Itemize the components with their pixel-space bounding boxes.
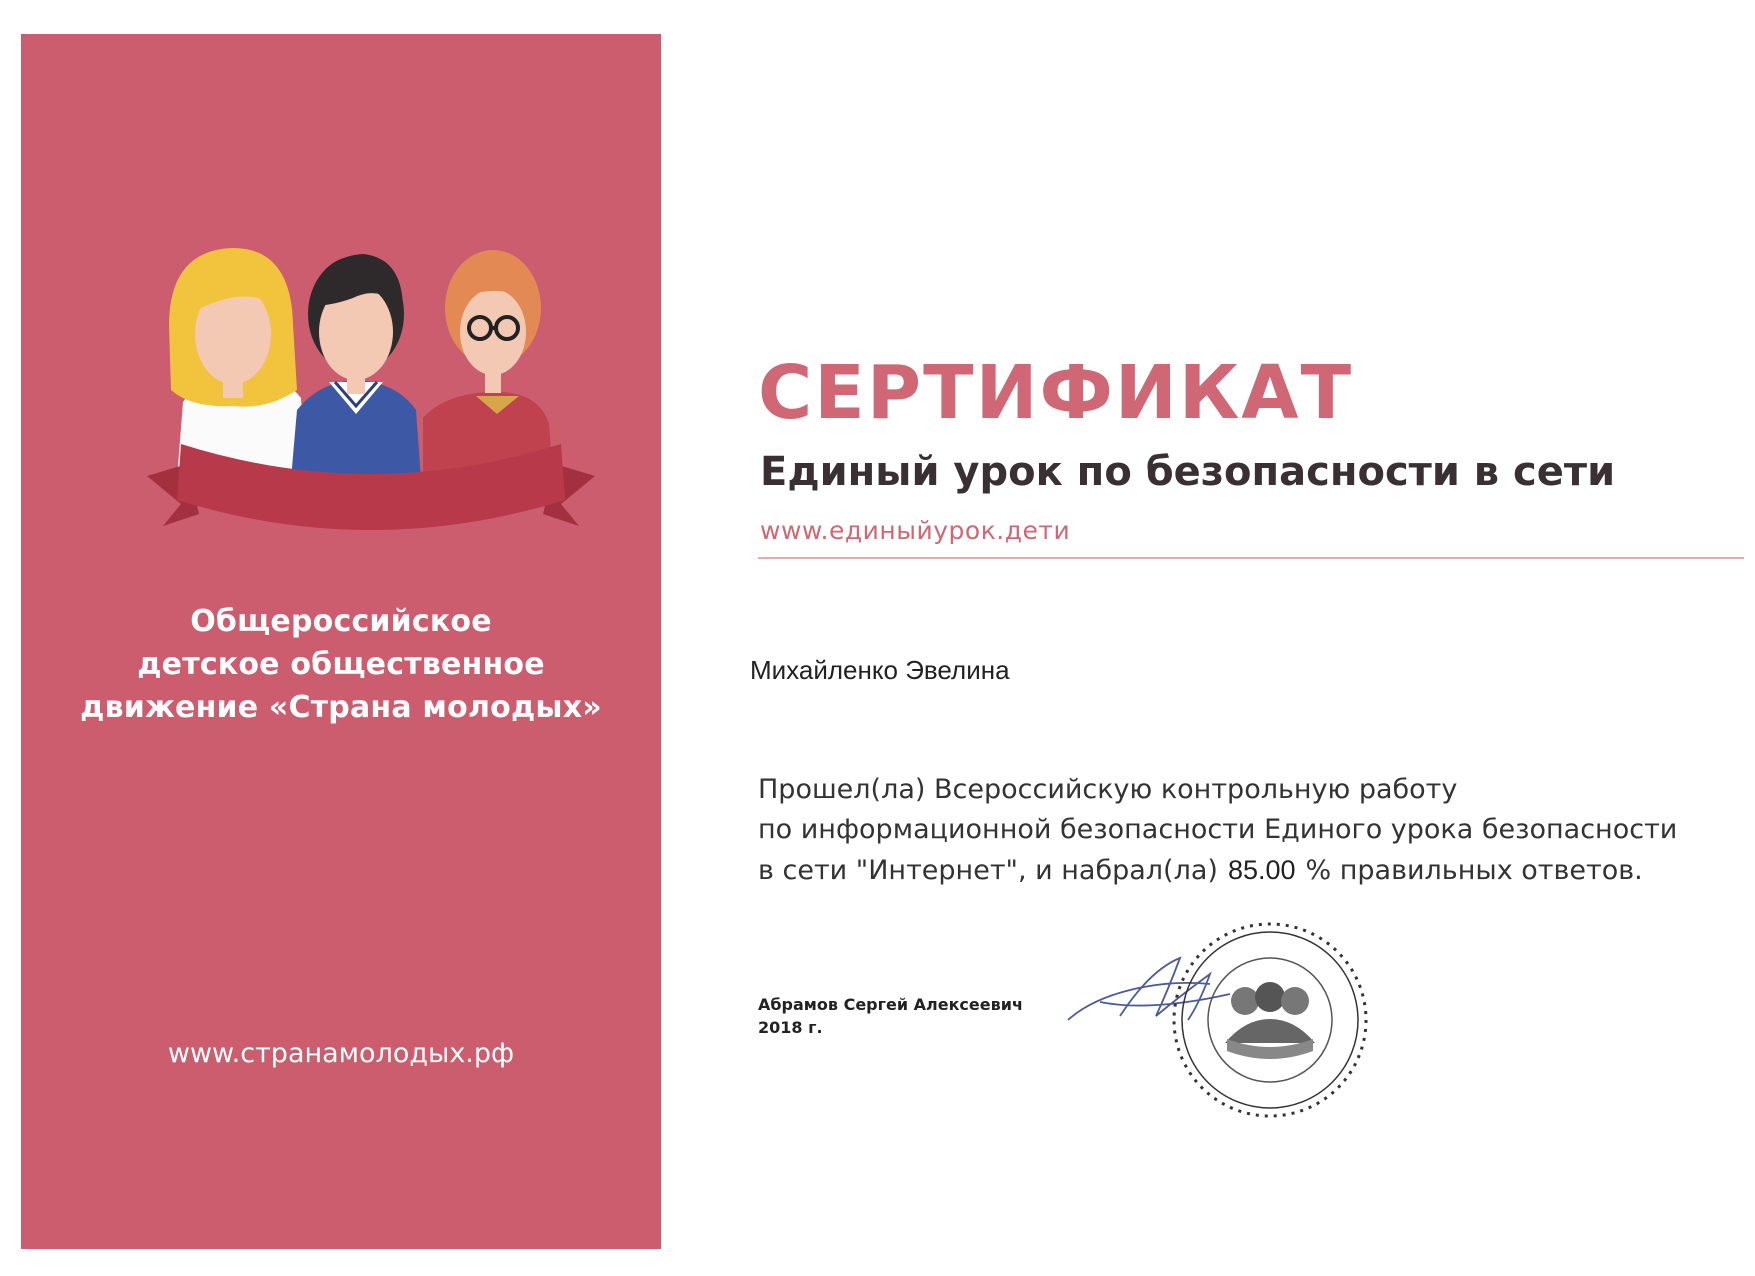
left-panel [21,34,661,1249]
person-right-icon [423,250,553,479]
body-line: по информационной безопасности Единого урока безопасности [758,814,1678,845]
certificate-year: 2018 г. [758,1018,823,1037]
certificate-title: СЕРТИФИКАТ [758,350,1354,436]
person-left-icon [169,248,306,479]
org-name-line: Общероссийское [190,604,492,639]
signer-block [758,993,1023,1039]
score-value: 85.00 [1227,855,1296,885]
signer-name: Абрамов Сергей Алексеевич [758,995,1023,1014]
divider [758,557,1744,559]
recipient-name: Михайленко Эвелина [750,655,1010,685]
body-line: Прошел(ла) Всероссийскую контрольную работу [758,774,1458,805]
body-line-after-score: % правильных ответов. [1305,855,1643,886]
body-line-score [758,850,1677,891]
organization-name [21,600,661,729]
certificate-subtitle: Единый урок по безопасности в сети [760,449,1616,495]
seal [1165,915,1375,1125]
body-line-before-score: в сети "Интернет", и набрал(ла) [758,855,1218,886]
certificate-url: www.единыйурок.дети [760,516,1071,545]
logo-illustration [141,214,601,574]
person-middle-icon [291,254,421,479]
org-name-line: движение «Страна молодых» [80,690,602,725]
org-name-line: детское общественное [137,647,545,682]
organization-website: www.странамолодых.рф [167,1038,515,1069]
certificate-body [758,770,1677,891]
